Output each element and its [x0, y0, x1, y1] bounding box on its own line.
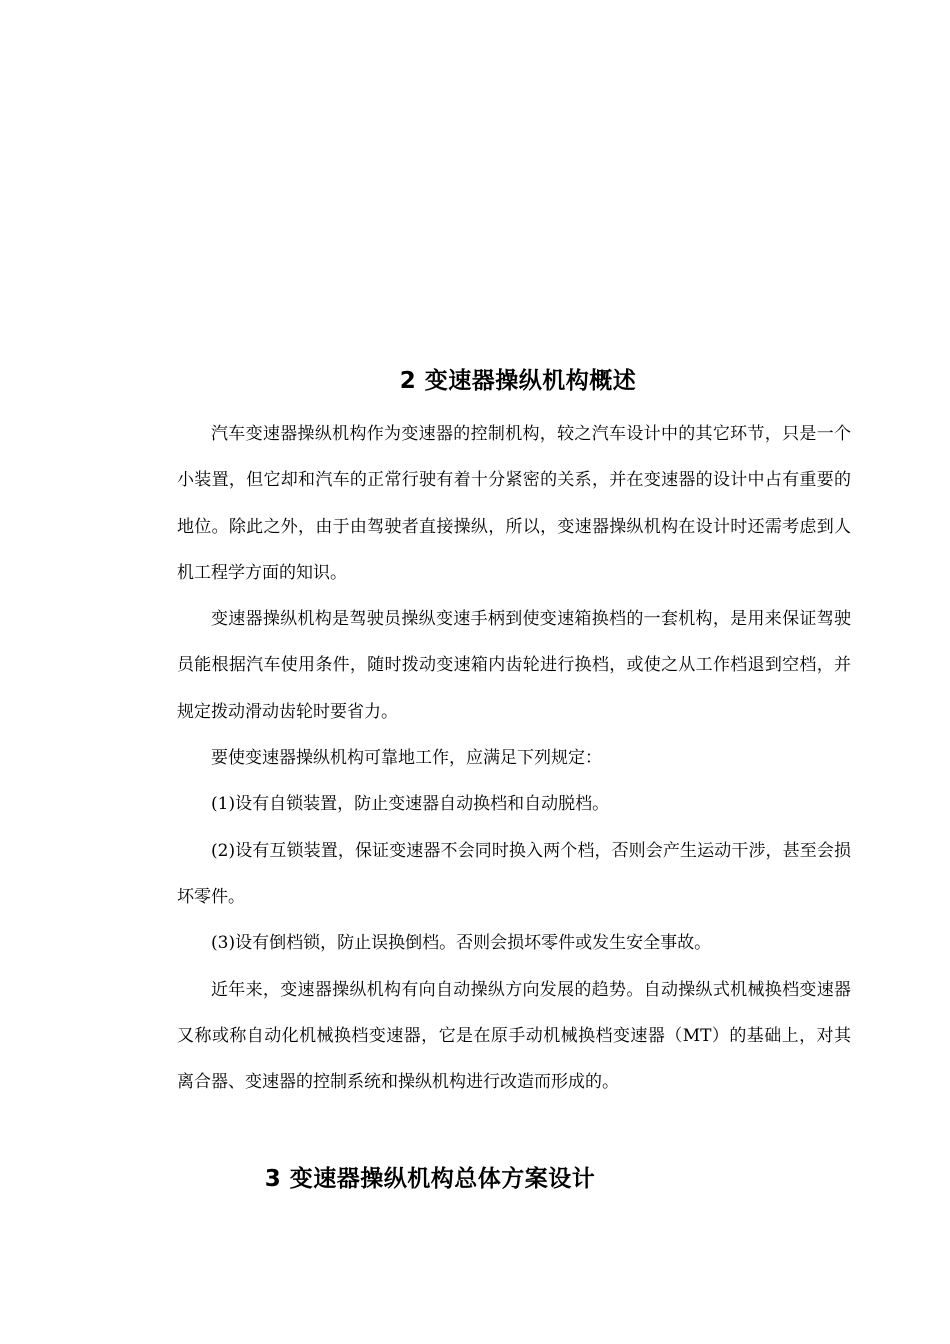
paragraph-intro: 汽车变速器操纵机构作为变速器的控制机构，较之汽车设计中的其它环节，只是一个小装置，但它却和汽车的正常行驶有着十分紧密的关系，并在变速器的设计中占有重要的地位。除此之外，由于由驾驶者直接操纵，所以，变速器操纵机构在设计时还需考虑到人机工程学方面的知识。: [177, 424, 851, 583]
paragraph-definition: 变速器操纵机构是驾驶员操纵变速手柄到使变速箱换档的一套机构，是用来保证驾驶员能根据汽车使用条件，随时拨动变速箱内齿轮进行换档，或使之从工作档退到空档，并规定拨动滑动齿轮时要省力。: [177, 609, 851, 722]
section-body-2: [177, 411, 851, 1105]
paragraph-trend: 近年来，变速器操纵机构有向自动操纵方向发展的趋势。自动操纵式机械换档变速器又称或称自动化机械换档变速器，它是在原手动机械换档变速器（MT）的基础上，对其离合器、变速器的控制系统和操纵机构进行改造而形成的。: [177, 979, 851, 1093]
paragraph-requirement-1: (1)设有自锁装置，防止变速器自动换档和自动脱档。: [211, 794, 610, 815]
section-heading-3: 3 变速器操纵机构总体方案设计: [264, 1166, 596, 1193]
paragraph-requirement-2: (2)设有互锁装置，保证变速器不会同时换入两个档，否则会产生运动干涉，甚至会损坏零件。: [177, 840, 851, 907]
paragraph-requirements-lead: 要使变速器操纵机构可靠地工作，应满足下列规定：: [211, 748, 602, 769]
paragraph-requirement-3: (3)设有倒档锁，防止误换倒档。否则会损坏零件或发生安全事故。: [211, 933, 712, 954]
section-heading-2: 2 变速器操纵机构概述: [399, 368, 637, 395]
